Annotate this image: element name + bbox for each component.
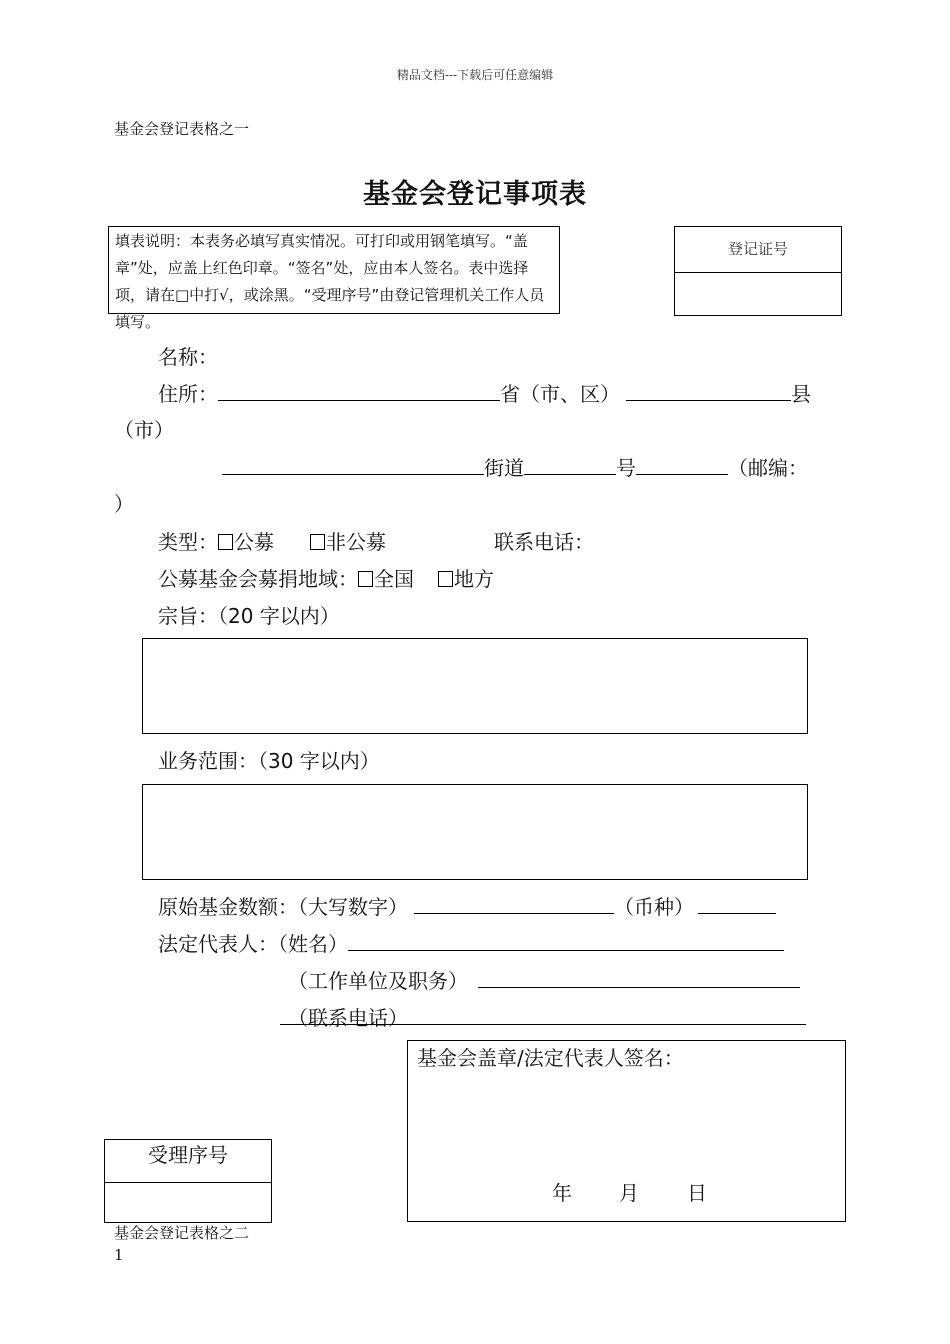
contact-phone-input[interactable] [280,1024,806,1025]
year-label: 年 [552,1181,572,1205]
type-label: 类型： [158,530,218,554]
currency-input[interactable] [698,895,776,914]
form-series-label: 基金会登记表格之一 [114,120,250,138]
county-label: 县 [791,382,811,406]
acceptance-number-field[interactable] [105,1183,271,1223]
postcode-close: ） [114,492,134,516]
address-label: 住所： [158,382,218,406]
scope-label: 业务范围：（30 字以内） [158,749,380,773]
postcode-label: （邮编： [728,456,808,480]
page-title: 基金会登记事项表 [363,179,587,210]
fund-amount-label: 原始基金数额：（大写数字） [158,895,408,919]
signature-label: 基金会盖章/法定代表人签名： [417,1046,684,1070]
purpose-input-box[interactable] [142,638,808,734]
purpose-label: 宗旨：（20 字以内） [158,604,340,628]
instructions-text: 填表说明：本表务必填写真实情况。可打印或用钢笔填写。“盖章”处，应盖上红色印章。“签名”处，应由本人签名。表中选择项，请在□中打√，或涂黑。“受理序号”由登记管理机关工作人员填写。 [115,232,545,331]
work-unit-label: （工作单位及职务） [288,969,468,993]
number-label: 号 [616,456,636,480]
street-input[interactable] [222,456,484,475]
local-option-label: 地方 [454,567,494,591]
public-checkbox[interactable] [218,534,233,550]
private-checkbox[interactable] [310,534,325,550]
county-input[interactable] [626,382,791,401]
acceptance-number-box [104,1139,272,1223]
legal-rep-name-input[interactable] [348,932,784,951]
legal-rep-row [158,928,784,957]
public-option-label: 公募 [234,530,274,554]
fund-amount-input[interactable] [414,895,614,914]
address-row [158,378,811,407]
region-row [158,563,494,592]
type-row [158,526,386,555]
region-label: 公募基金会募捐地域： [158,567,358,591]
page-number: 1 [114,1246,124,1264]
street-label: 街道 [484,456,524,480]
day-label: 日 [687,1181,707,1205]
registration-number-label: 登记证号 [675,227,841,273]
private-option-label: 非公募 [326,530,386,554]
month-label: 月 [619,1181,639,1205]
national-option-label: 全国 [374,567,414,591]
instructions-box [108,226,560,331]
extra-input[interactable] [636,456,728,475]
street-row [222,452,808,481]
city-label: （市） [114,418,174,442]
name-label: 名称： [158,345,218,369]
local-checkbox[interactable] [438,571,453,587]
scope-input-box[interactable] [142,784,808,880]
registration-number-field[interactable] [675,273,841,317]
province-label: 省（市、区） [500,382,620,406]
signature-box[interactable] [407,1040,846,1222]
fund-row [158,891,776,920]
registration-number-box [674,226,842,316]
national-checkbox[interactable] [358,571,373,587]
phone-label: 联系电话： [494,530,594,554]
legal-rep-label: 法定代表人：（姓名） [158,932,348,956]
contact-phone-label: （联系电话） [288,1006,408,1030]
house-number-input[interactable] [524,456,616,475]
work-unit-input[interactable] [478,969,800,988]
province-input[interactable] [218,382,500,401]
currency-label: （币种） [614,895,694,919]
work-unit-row [288,965,800,994]
form-series-label-2: 基金会登记表格之二 [114,1224,250,1242]
acceptance-number-label: 受理序号 [105,1140,271,1183]
page-header: 精品文档---下载后可任意编辑 [396,68,554,82]
